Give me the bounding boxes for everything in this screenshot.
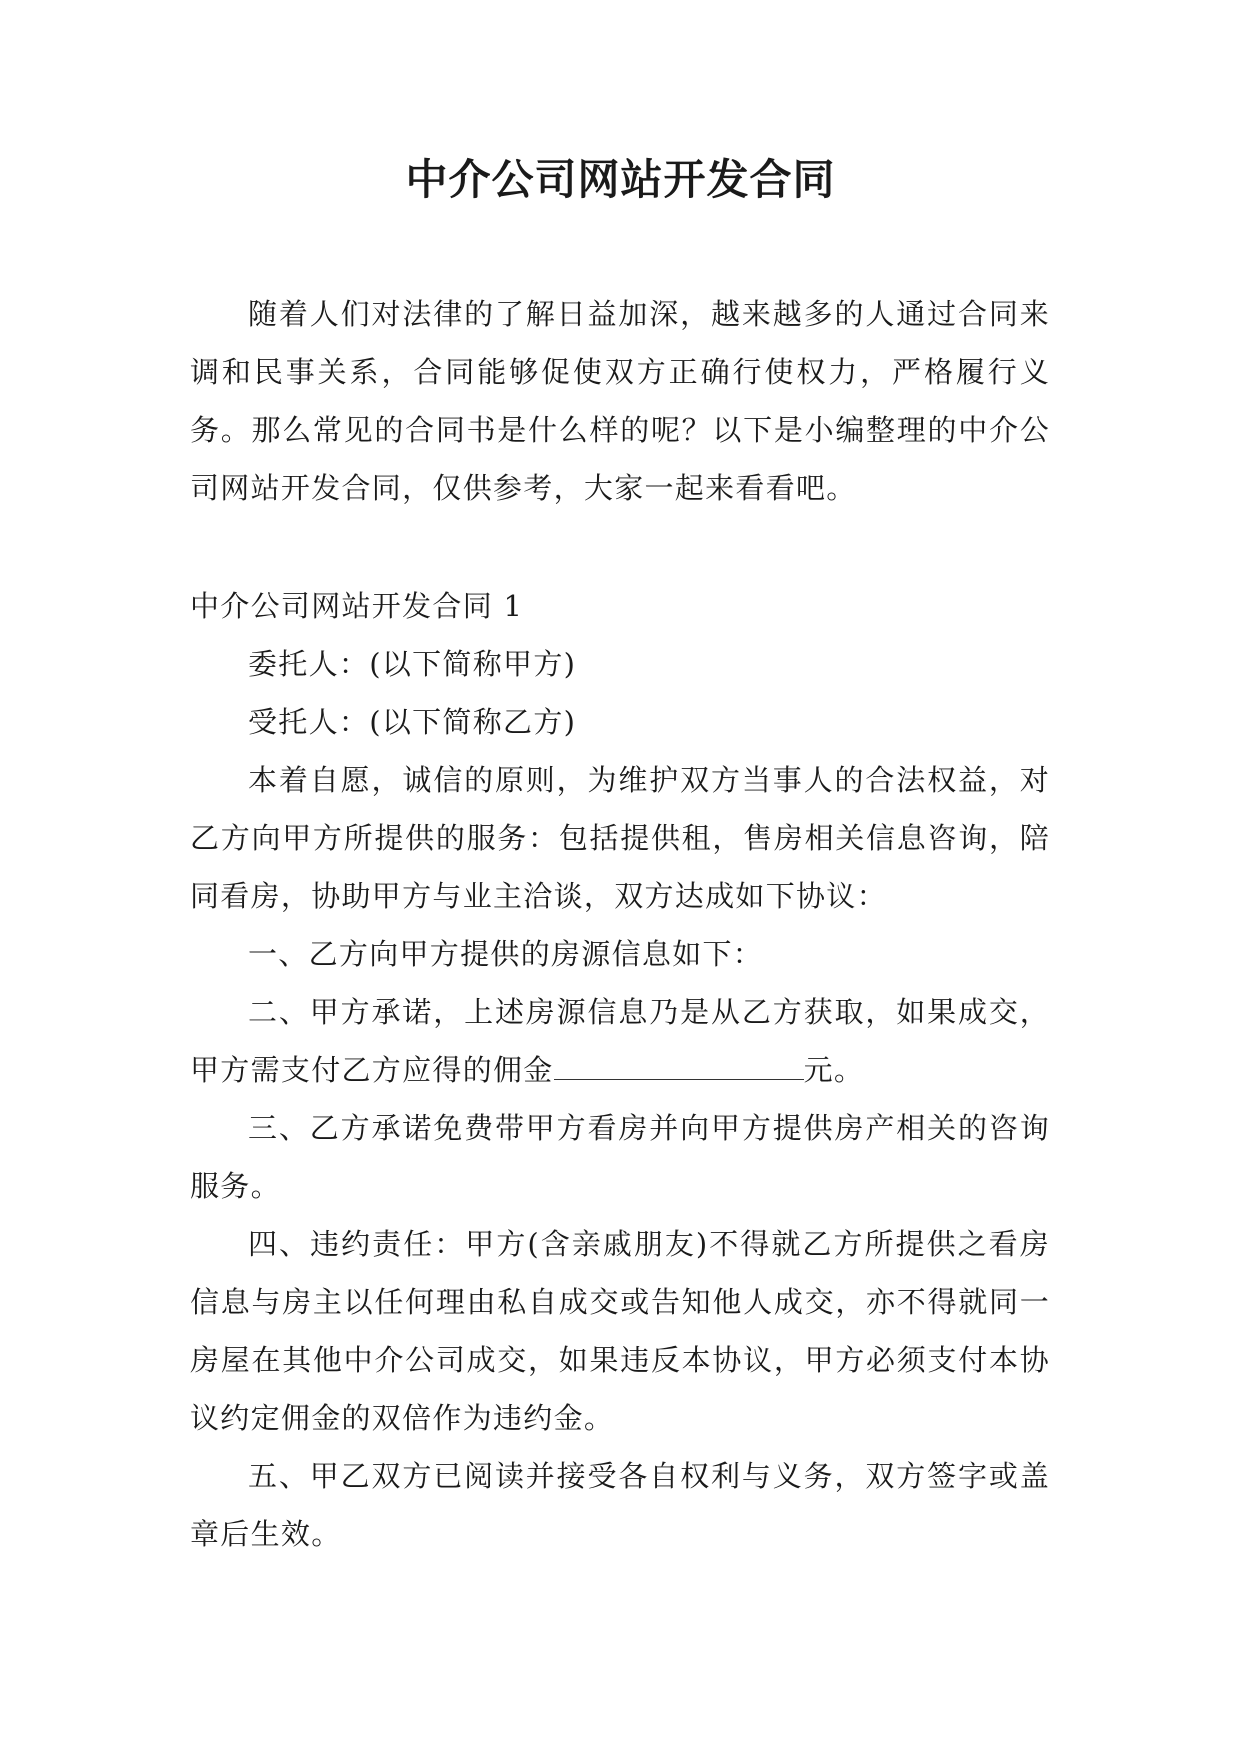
clause-5: 五、甲乙双方已阅读并接受各自权利与义务，双方签字或盖章后生效。	[190, 1459, 1050, 1551]
document-body	[190, 285, 1050, 1563]
section-heading: 中介公司网站开发合同 1	[190, 589, 524, 623]
clause-2-text: 二、甲方承诺，上述房源信息乃是从乙方获取，如果成交，甲方需支付乙方应得的佣金	[190, 995, 1050, 1087]
commission-blank	[554, 1053, 804, 1080]
agent-line: 受托人：(以下简称乙方)	[248, 705, 577, 739]
clause-1: 一、乙方向甲方提供的房源信息如下：	[248, 937, 764, 971]
clause-2	[190, 983, 1050, 1099]
clause-3: 三、乙方承诺免费带甲方看房并向甲方提供房产相关的咨询服务。	[190, 1111, 1050, 1203]
intro-paragraph: 随着人们对法律的了解日益加深，越来越多的人通过合同来调和民事关系，合同能够促使双方正确行使权力，严格履行义务。那么常见的合同书是什么样的呢？以下是小编整理的中介公司网站开发合同，仅供参考，大家一起来看看吧。	[190, 297, 1050, 505]
document-title: 中介公司网站开发合同	[405, 155, 836, 204]
clause-2-unit: 元。	[803, 1053, 865, 1087]
client-line: 委托人：(以下简称甲方)	[248, 647, 577, 681]
preamble-paragraph: 本着自愿，诚信的原则，为维护双方当事人的合法权益，对乙方向甲方所提供的服务：包括提供租，售房相关信息咨询，陪同看房，协助甲方与业主洽谈，双方达成如下协议：	[190, 763, 1050, 913]
clause-4: 四、违约责任：甲方(含亲戚朋友)不得就乙方所提供之看房信息与房主以任何理由私自成交或告知他人成交，亦不得就同一房屋在其他中介公司成交，如果违反本协议，甲方必须支付本协议约定佣金的双倍作为违约金。	[190, 1227, 1050, 1435]
